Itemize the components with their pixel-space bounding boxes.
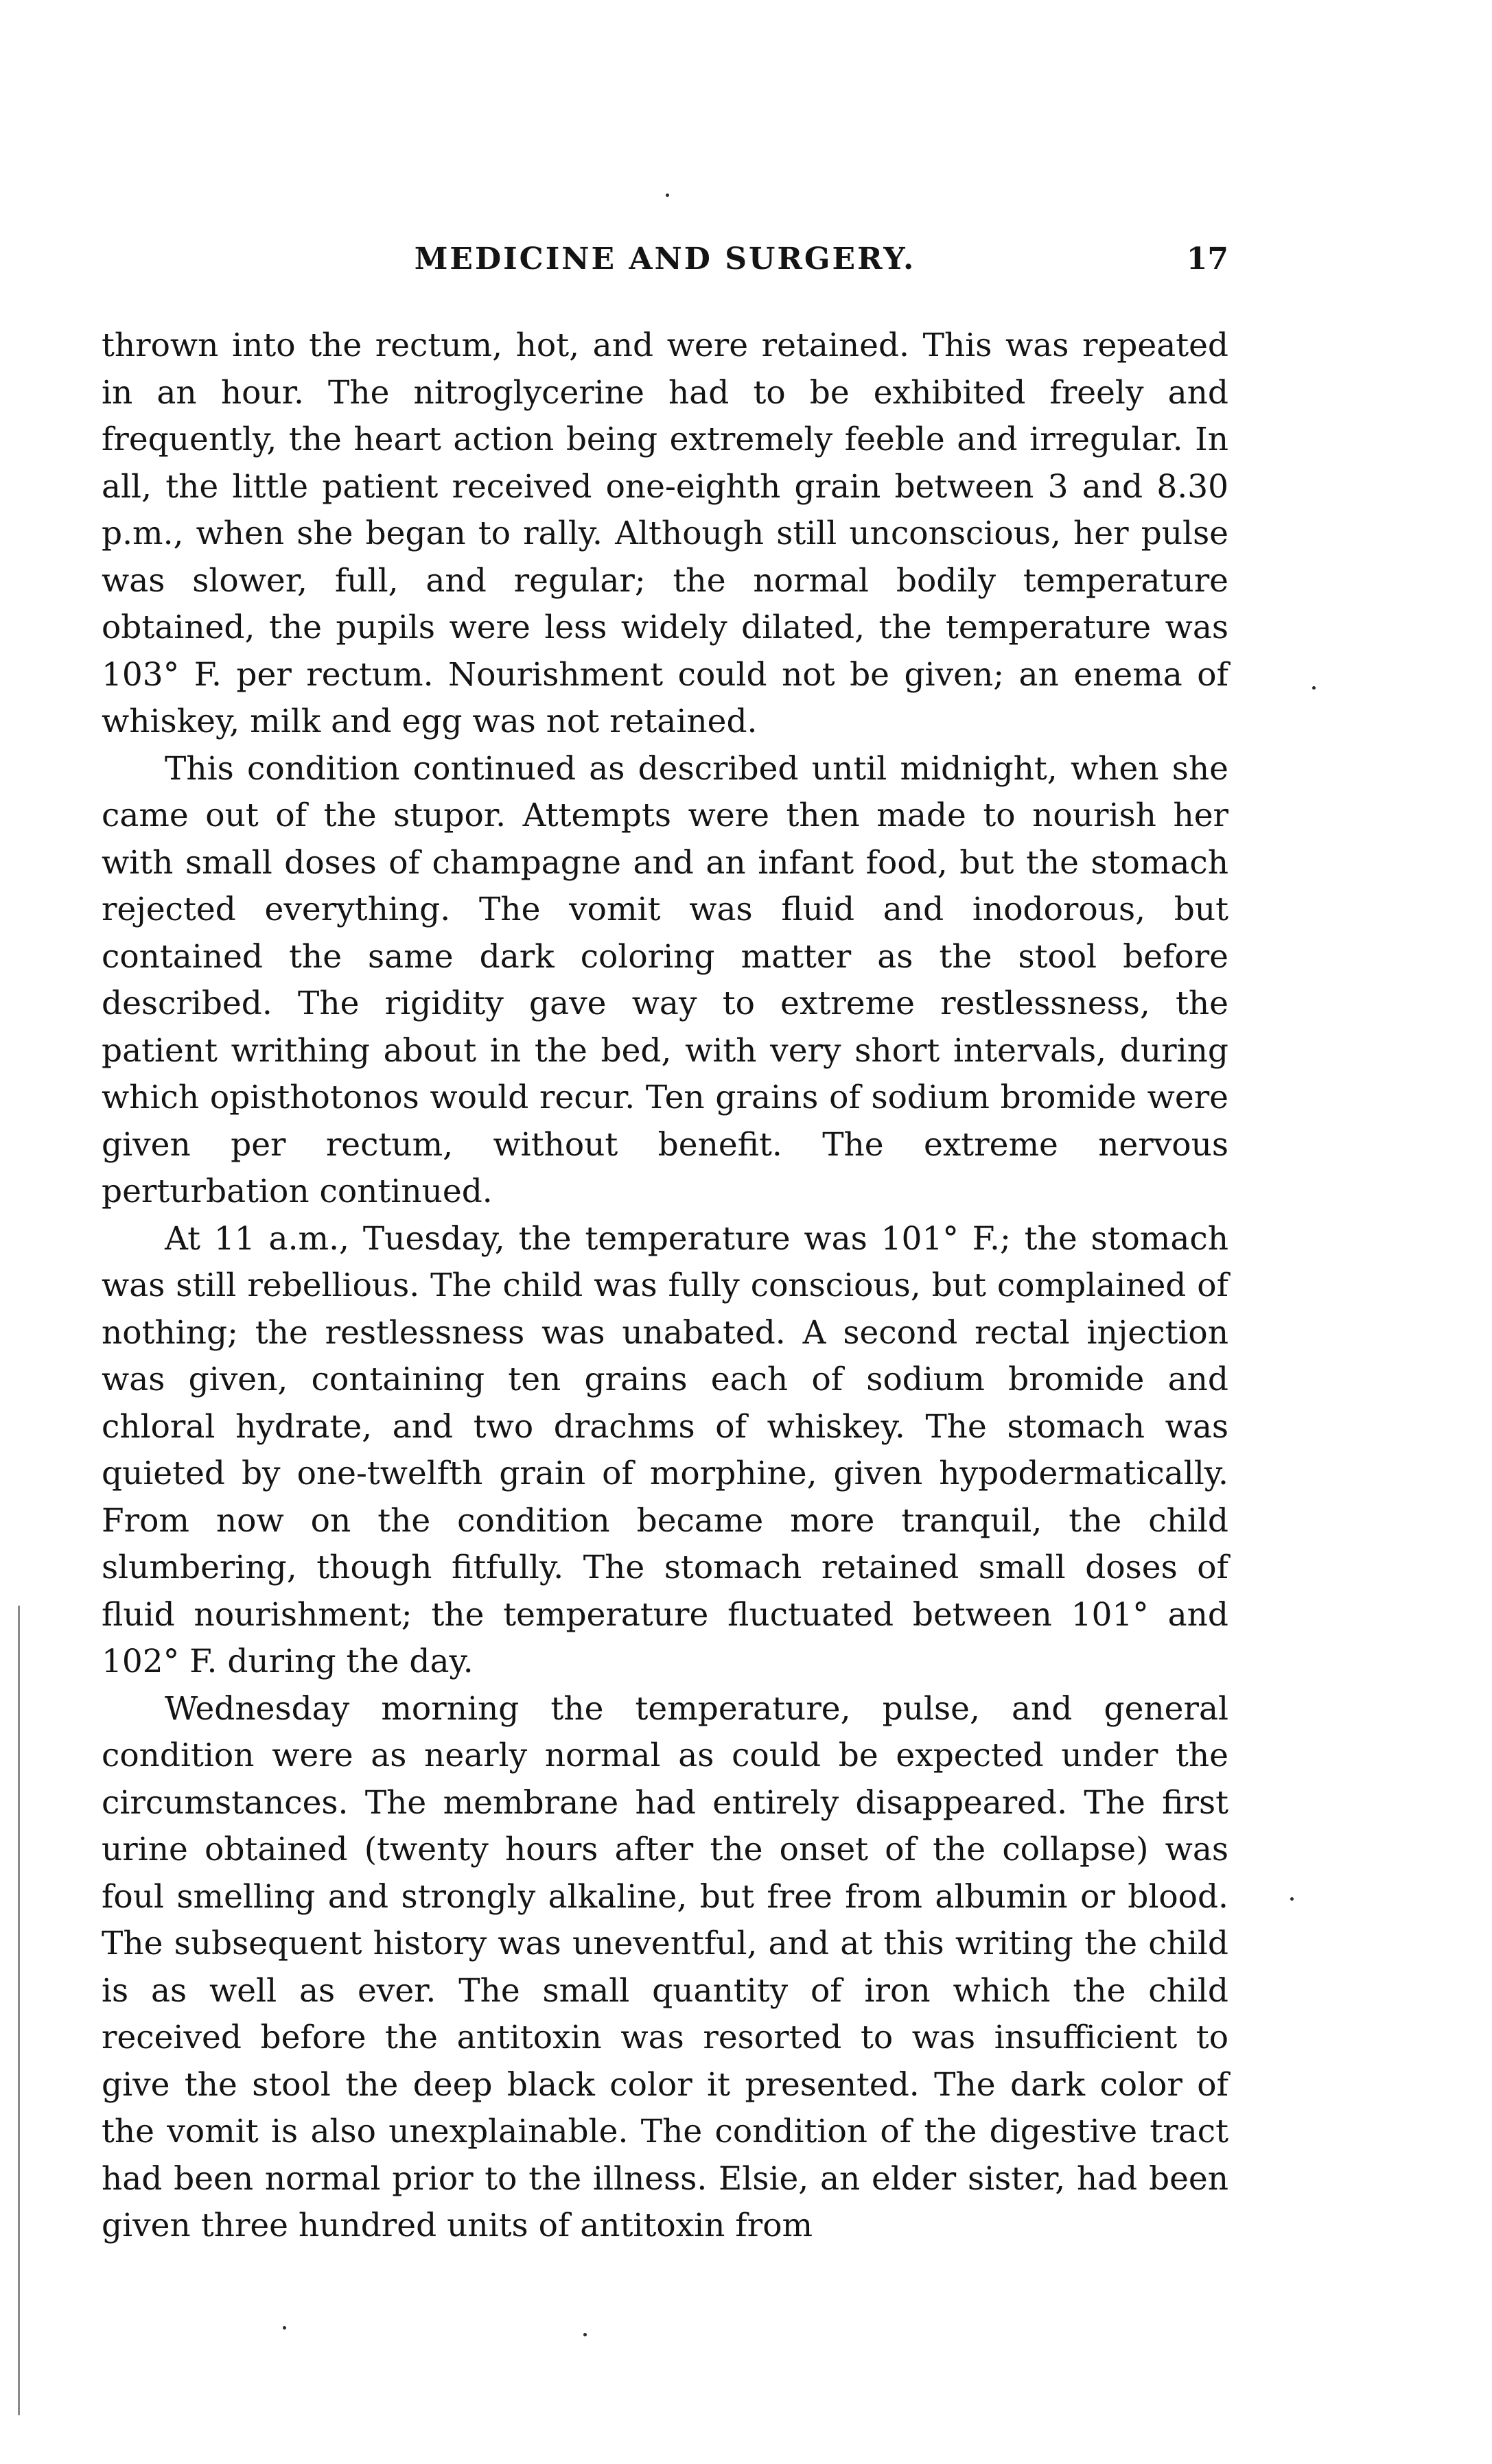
page-number: 17 <box>1186 242 1228 277</box>
paragraph: At 11 a.m., Tuesday, the temperature was 101° F.; the stomach was still rebellious. The child was fully conscious, but complained of nothing; the restlessness was unabated. A second rectal injection was given, containing ten grains each of sodium bromide and chloral hydrate, and two drachms of whiskey. The stomach was quieted by one-twelfth grain of morphine, given hypodermatically. From now on the condition became more tranquil, the child slumbering, though fitfully. The stomach retained small doses of fluid nourishment; the temperature fluctuated between 101° and 102° F. during the day. <box>102 1219 1228 1680</box>
scan-speck <box>583 2333 587 2336</box>
paragraph: This condition continued as described until midnight, when she came out of the stupor. Attempts were then made to nourish her with small doses of champagne and an infant food, but the stomach rejected everything. The vomit was fluid and inodorous, but contained the same dark coloring matter as the stool before described. The rigidity gave way to extreme restlessness, the patient writhing about in the bed, with very short intervals, during which opisthotonos would recur. Ten grains of sodium bromide were given per rectum, without benefit. The extreme nervous perturbation continued. <box>102 749 1228 1210</box>
scan-speck <box>283 2326 286 2330</box>
scan-margin-mark <box>18 1606 20 2415</box>
scan-speck <box>1312 686 1316 690</box>
scan-speck <box>1290 1897 1294 1901</box>
scan-speck <box>666 193 669 197</box>
page-header <box>102 242 1228 296</box>
body-text <box>102 322 1228 2250</box>
paragraph: Wednesday morning the temperature, pulse, and general condition were as nearly normal as could be expected under the circumstances. The membrane had entirely disappeared. The first urine obtained (twenty hours after the onset of the collapse) was foul smelling and strongly alkaline, but free from albumin or blood. The subsequent history was uneventful, and at this writing the child is as well as ever. The small quantity of iron which the child received before the antitoxin was resorted to was insufficient to give the stool the deep black color it presented. The dark color of the vomit is also unexplainable. The condition of the digestive tract had been normal prior to the illness. Elsie, an elder sister, had been given three hundred units of antitoxin from <box>102 1689 1228 2244</box>
running-head: MEDICINE AND SURGERY. <box>414 242 916 277</box>
paragraph-continued: thrown into the rectum, hot, and were retained. This was repeated in an hour. The nitroglycerine had to be exhibited freely and frequently, the heart action being extremely feeble and irregular. In all, the little patient received one-eighth grain between 3 and 8.30 p.m., when she began to rally. Although still unconscious, her pulse was slower, full, and regular; the normal bodily temperature obtained, the pupils were less widely dilated, the temperature was 103° F. per rectum. Nourishment could not be given; an enema of whiskey, milk and egg was not retained. <box>102 327 1228 740</box>
